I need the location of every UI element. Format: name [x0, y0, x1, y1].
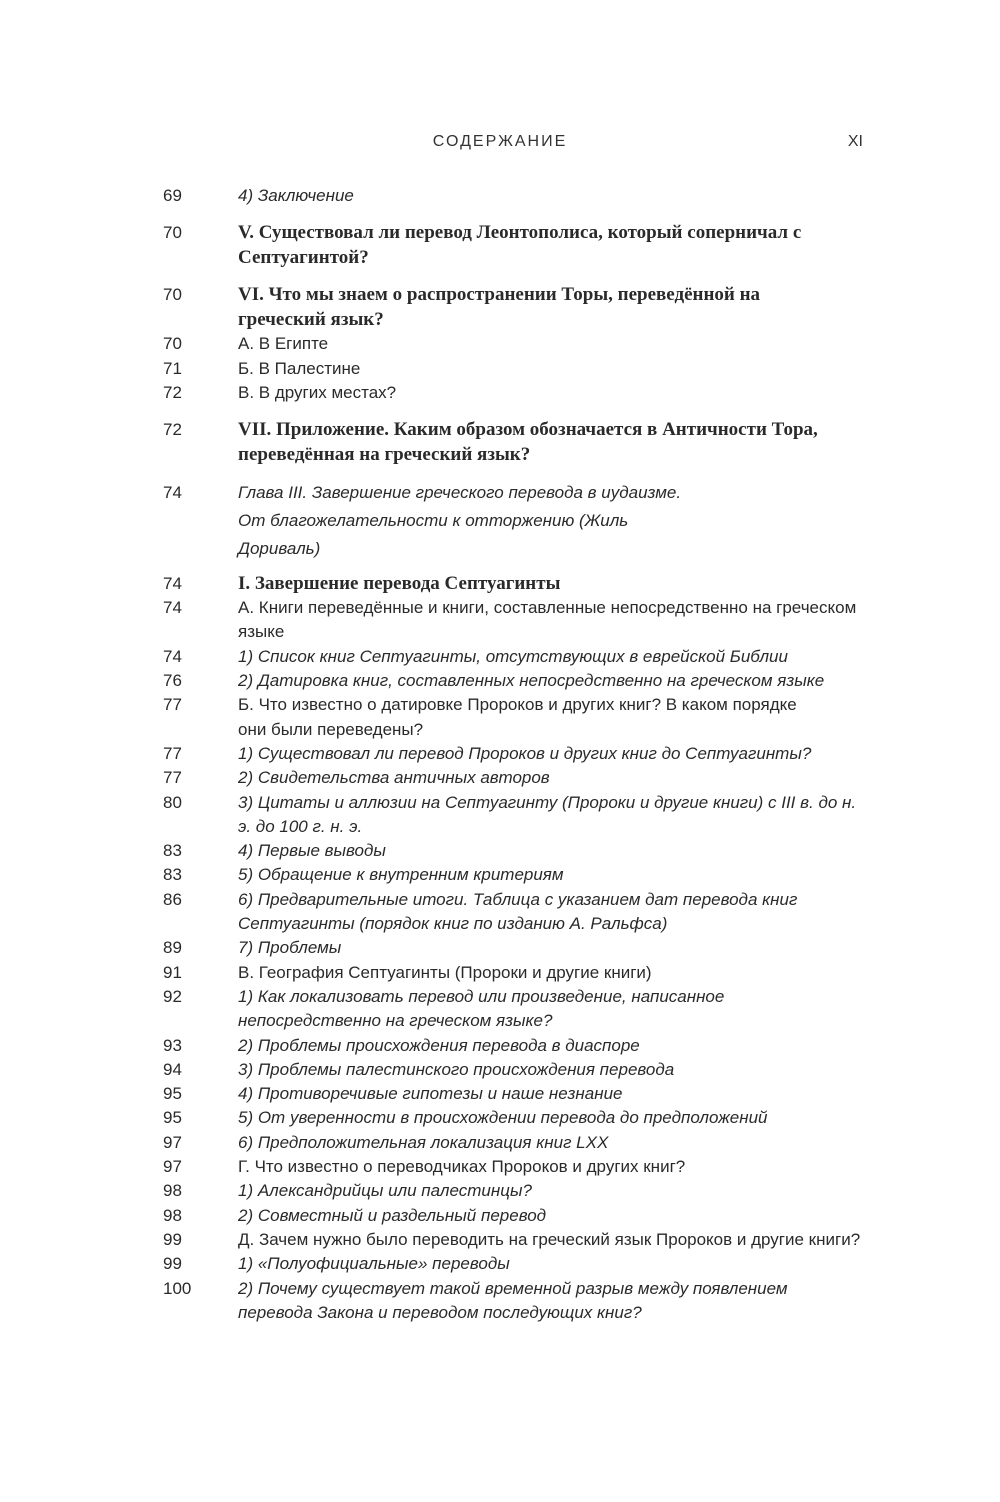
toc-page-number: 72	[163, 382, 182, 402]
toc-entry-title: В. География Септуагинты (Пророки и другие книги)	[238, 962, 652, 982]
toc-entry-title: 4) Заключение	[238, 186, 354, 205]
toc-page-number: 77	[163, 695, 182, 715]
toc-entry[interactable]	[163, 381, 863, 405]
toc-page-number: 86	[163, 889, 182, 909]
toc-entry[interactable]	[163, 1082, 863, 1106]
toc-page-number: 69	[163, 186, 182, 205]
toc-page-number: 93	[163, 1035, 182, 1055]
toc-entry[interactable]	[163, 1034, 863, 1058]
toc-entry-title: Глава III. Завершение греческого перевода в иудаизме. От благожелательности к отторжению (Жиль Дориваль)	[238, 483, 682, 559]
toc-page-number: 74	[163, 483, 182, 503]
toc-entry[interactable]	[163, 839, 863, 863]
toc-entry-title: Д. Зачем нужно было переводить на греческий язык Пророков и другие книги?	[238, 1229, 861, 1249]
toc-page-number: 80	[163, 792, 182, 812]
toc-entry-title: 5) Обращение к внутренним критериям	[238, 865, 564, 885]
toc-page-number: 100	[163, 1278, 192, 1298]
toc-entry-title: 5) От уверенности в происхождении перевода до предположений	[238, 1108, 768, 1128]
toc-page-number: 89	[163, 938, 182, 958]
toc-entry-title: 1) «Полуофициальные» переводы	[238, 1254, 510, 1274]
toc-entry-title: Б. В Палестине	[238, 358, 361, 378]
toc-entry[interactable]	[163, 1277, 863, 1326]
toc-entry[interactable]	[163, 863, 863, 887]
toc-chapter-heading[interactable]	[163, 479, 683, 563]
toc-entry-title: VII. Приложение. Каким образом обозначается в Античности Тора, переведённая на греческий язык?	[238, 419, 818, 466]
toc-entry[interactable]	[163, 645, 863, 669]
running-head	[0, 133, 1000, 157]
toc-entry-title: 2) Совместный и раздельный перевод	[238, 1205, 547, 1225]
toc-entry-title: V. Существовал ли перевод Леонтополиса, который соперничал с Септуагинтой?	[238, 222, 802, 269]
toc-section-heading[interactable]	[163, 571, 863, 596]
toc-page-number: 74	[163, 646, 182, 666]
toc-entry[interactable]	[163, 1058, 863, 1082]
toc-entry-title: 1) Александрийцы или палестинцы?	[238, 1181, 532, 1201]
toc-page-number: 70	[163, 223, 182, 243]
toc-entry[interactable]	[163, 184, 863, 208]
toc-entry-title: Б. Что известно о датировке Пророков и других книг? В каком порядке они были переведены?	[238, 695, 797, 739]
toc-entry-title: 2) Почему существует такой временной разрыв между появлением перевода Закона и переводом последующих книг?	[238, 1278, 788, 1322]
toc-entry-title: VI. Что мы знаем о распространении Торы, переведённой на греческий язык?	[238, 284, 761, 331]
toc-section-heading[interactable]	[163, 220, 833, 270]
toc-entry[interactable]	[163, 693, 803, 742]
page-number: XI	[847, 133, 863, 150]
toc-entry-title: 4) Первые выводы	[238, 841, 386, 861]
toc-page-number: 99	[163, 1254, 182, 1274]
toc-entry[interactable]	[163, 1131, 863, 1155]
toc-entry-title: 2) Датировка книг, составленных непосредственно на греческом языке	[238, 671, 825, 691]
toc-page-number: 97	[163, 1132, 182, 1152]
toc-page-number: 71	[163, 358, 182, 378]
toc-page-number: 98	[163, 1181, 182, 1201]
toc-entry-title: 4) Противоречивые гипотезы и наше незнание	[238, 1084, 623, 1104]
toc-entry[interactable]	[163, 766, 863, 790]
toc-entry[interactable]	[163, 1252, 863, 1276]
toc-entry[interactable]	[163, 888, 863, 937]
toc-entry[interactable]	[163, 1155, 863, 1179]
toc-entry-title: 2) Свидетельства античных авторов	[238, 768, 550, 788]
table-of-contents	[163, 184, 863, 1325]
toc-page-number: 98	[163, 1205, 182, 1225]
toc-entry-title: В. В других местах?	[238, 382, 397, 402]
toc-page-number: 91	[163, 962, 182, 982]
toc-page-number: 94	[163, 1059, 182, 1079]
toc-entry-title: 7) Проблемы	[238, 938, 342, 958]
toc-entry-title: 1) Список книг Септуагинты, отсутствующих в еврейской Библии	[238, 646, 788, 666]
toc-page-number: 77	[163, 768, 182, 788]
toc-page-number: 77	[163, 743, 182, 763]
toc-entry-title: 3) Цитаты и аллюзии на Септуагинту (Пророки и другие книги) с III в. до н. э. до 100 г. н. э.	[238, 792, 857, 836]
toc-entry[interactable]	[163, 961, 863, 985]
toc-entry-title: Г. Что известно о переводчиках Пророков и других книг?	[238, 1157, 686, 1177]
toc-page-number: 95	[163, 1084, 182, 1104]
toc-page-number: 74	[163, 574, 182, 594]
toc-entry[interactable]	[163, 791, 863, 840]
toc-page-number: 97	[163, 1157, 182, 1177]
toc-page-number: 99	[163, 1229, 182, 1249]
toc-entry-title: 3) Проблемы палестинского происхождения перевода	[238, 1059, 675, 1079]
toc-section-heading[interactable]	[163, 417, 863, 467]
toc-page-number: 95	[163, 1108, 182, 1128]
toc-entry[interactable]	[163, 669, 863, 693]
toc-entry[interactable]	[163, 357, 863, 381]
toc-entry-title: 6) Предварительные итоги. Таблица с указанием дат перевода книг Септуагинты (порядок книг по изданию А. Ральфса)	[238, 889, 798, 934]
toc-entry[interactable]	[163, 1204, 863, 1228]
toc-section-heading[interactable]	[163, 282, 783, 332]
toc-page-number: 76	[163, 671, 182, 691]
toc-entry-title: 2) Проблемы происхождения перевода в диаспоре	[238, 1035, 640, 1055]
toc-page-number: 74	[163, 598, 182, 618]
toc-page-number: 70	[163, 334, 182, 354]
running-head-title: СОДЕРЖАНИЕ	[432, 133, 568, 150]
toc-entry[interactable]	[163, 1106, 863, 1130]
toc-page-number: 92	[163, 986, 182, 1006]
toc-entry-title: 1) Существовал ли перевод Пророков и других книг до Септуагинты?	[238, 743, 812, 763]
toc-entry-title: I. Завершение перевода Септуагинты	[238, 573, 561, 595]
toc-page-number: 72	[163, 420, 182, 440]
toc-entry[interactable]	[163, 596, 863, 645]
toc-page-number: 83	[163, 841, 182, 861]
toc-entry-title: А. Книги переведённые и книги, составленные непосредственно на греческом языке	[238, 598, 857, 642]
toc-page-number: 83	[163, 865, 182, 885]
toc-entry[interactable]	[163, 1179, 863, 1203]
toc-entry-title: 1) Как локализовать перевод или произведение, написанное непосредственно на греческом языке?	[238, 986, 725, 1031]
toc-entry-title: 6) Предположительная локализация книг LXX	[238, 1132, 609, 1152]
toc-page-number: 70	[163, 285, 182, 305]
toc-entry[interactable]	[163, 1228, 863, 1252]
toc-entry[interactable]	[163, 332, 863, 356]
toc-entry[interactable]	[163, 742, 863, 766]
toc-entry[interactable]	[163, 985, 863, 1034]
toc-entry[interactable]	[163, 936, 863, 960]
toc-entry-title: А. В Египте	[238, 334, 329, 354]
